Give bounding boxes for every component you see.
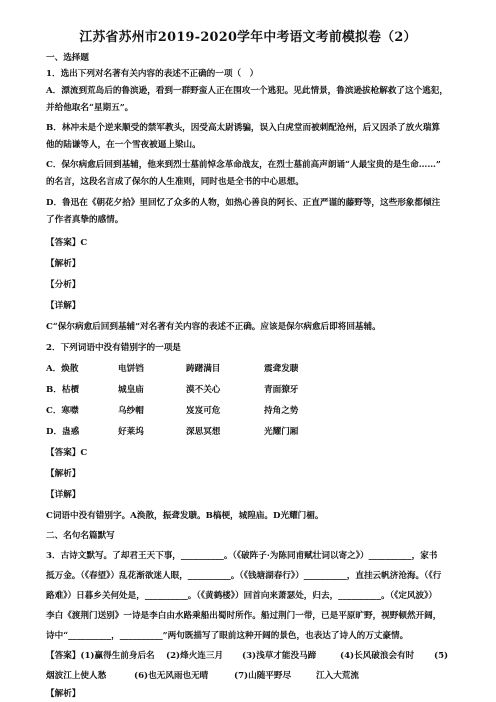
q3-answer-7b: 江入大荒流 (316, 671, 359, 681)
q2-cell: D．蛊惑 (46, 427, 80, 437)
section-heading-recitation: 二、名句名篇默写 (46, 531, 115, 541)
q3-answer-5: 烟波江上使人愁 (46, 671, 107, 681)
q2-cell: 漠不关心 (186, 385, 221, 395)
q1-answer: 【答案】C (46, 238, 88, 248)
q3-line-5: 诗中“__________，__________”两句既描写了眼前这种开阔的景色，也表达了诗人的万丈豪情。 (46, 631, 409, 641)
q2-cell: 踌躇满目 (186, 364, 221, 374)
q3-line-2: 抵万金。（《春望》）乱花渐欲迷人眼，__________。（《钱塘湖春行》）__________，直挂云帆济沧海。（《行 (46, 571, 442, 581)
q2-cell: 电饼铛 (118, 364, 144, 374)
q3-line-3: 路难》）日暮乡关何处是，__________。（《黄鹤楼》）回首向来萧瑟处，归去，__________。（《定风波》） (46, 591, 437, 601)
q3-line-1: 3．古诗文默写。了却君王天下事，__________。（《破阵子·为陈同甫赋壮词以寄之》）__________，家书 (46, 551, 438, 561)
q2-cell: B．枯槚 (46, 385, 80, 395)
q1-fenxi-label: 【分析】 (46, 280, 81, 290)
q3-analysis-label: 【解析】 (46, 689, 81, 699)
q3-answer-2: (2)烽火连三月 (166, 651, 224, 661)
q1-option-d-cont: 了作者真挚的感情。 (46, 215, 124, 225)
q3-answer-6: (6)也无风雨也无晴 (134, 671, 209, 681)
q1-option-a-cont: 并给他取名“星期五”。 (46, 103, 134, 113)
q3-answer-7: (7)山随平野尽 (234, 671, 292, 681)
q3-line-4: 李白《渡荆门送别》一诗是李白由水路乘船出蜀时所作。船过荆门一带，已是平原旷野，视野顿然开阔， (46, 611, 442, 621)
q3-answer-3: (3)浅草才能没马蹄 (242, 651, 317, 661)
q2-cell: 岌岌可危 (186, 406, 221, 416)
section-heading-choice: 一、选择题 (46, 53, 89, 63)
q2-cell: 震聋发聩 (264, 364, 299, 374)
q1-option-b: B．林冲未是个逆来顺受的禁军教头，因受高太尉诱骗，误入白虎堂而被刺配沧州，后又因杀了放火瑞算 (46, 123, 440, 133)
q2-cell: A．焕散 (46, 364, 79, 374)
q2-cell: 深思冥想 (186, 427, 221, 437)
q2-cell: 城皇庙 (118, 385, 144, 395)
q2-cell: 持角之势 (264, 406, 299, 416)
q1-analysis-label: 【解析】 (46, 259, 81, 269)
page-title: 江苏省苏州市2019-2020学年中考语文考前模拟卷（2） (79, 30, 417, 45)
q1-detail-label: 【详解】 (46, 301, 81, 311)
q1-option-c-cont: 的名言，这段名言成了保尔的人生准则，同时也是全书的中心思想。 (46, 177, 304, 187)
q2-cell: C．寒噤 (46, 406, 79, 416)
q1-option-c: C．保尔病愈后回到基辅，他来到烈士墓前悼念革命战友，在烈士墓前高声朗诵“人最宝贵的是生命……” (46, 160, 441, 170)
q1-option-b-cont: 他的陆谦等人，在一个雪夜被逼上梁山。 (46, 140, 201, 150)
q2-cell: 光耀门厢 (264, 427, 299, 437)
q3-answer-4: (4)长风破浪会有时 (340, 651, 415, 661)
q1-explanation: C“保尔病愈后回到基辅”对名著有关内容的表述不正确。应该是保尔病愈后即将回基辅。 (46, 322, 381, 332)
q2-cell: 乌纱帽 (118, 406, 144, 416)
q2-cell: 青面獠牙 (264, 385, 299, 395)
q1-option-d: D．鲁迅在《朝花夕拾》里回忆了众多的人物，如热心善良的阿长、正直严谨的藤野等，这些形象都倾注 (46, 198, 441, 208)
q2-answer: 【答案】C (46, 448, 88, 458)
q2-detail-label: 【详解】 (46, 490, 81, 500)
q1-option-a: A．漂流到荒岛后的鲁滨逊，看到一群野蛮人正在围攻一个逃犯。见此情景，鲁滨逊拔枪解救了这个逃犯， (46, 86, 448, 96)
q3-answer-1: 【答案】(1)赢得生前身后名 (46, 651, 155, 661)
q1-stem: 1．选出下列对名著有关内容的表述不正确的一项（ ） (46, 69, 259, 79)
q2-analysis-label: 【解析】 (46, 469, 81, 479)
q2-cell: 好莱坞 (118, 427, 144, 437)
q2-explanation: C词语中没有错别字。A涣散，振聋发聩。B槁梗，城隍庙。D光耀门楣。 (46, 511, 324, 521)
q2-stem: 2．下列词语中没有错别字的一项是 (46, 343, 181, 353)
q3-answer-5-label: (5) (434, 651, 449, 661)
